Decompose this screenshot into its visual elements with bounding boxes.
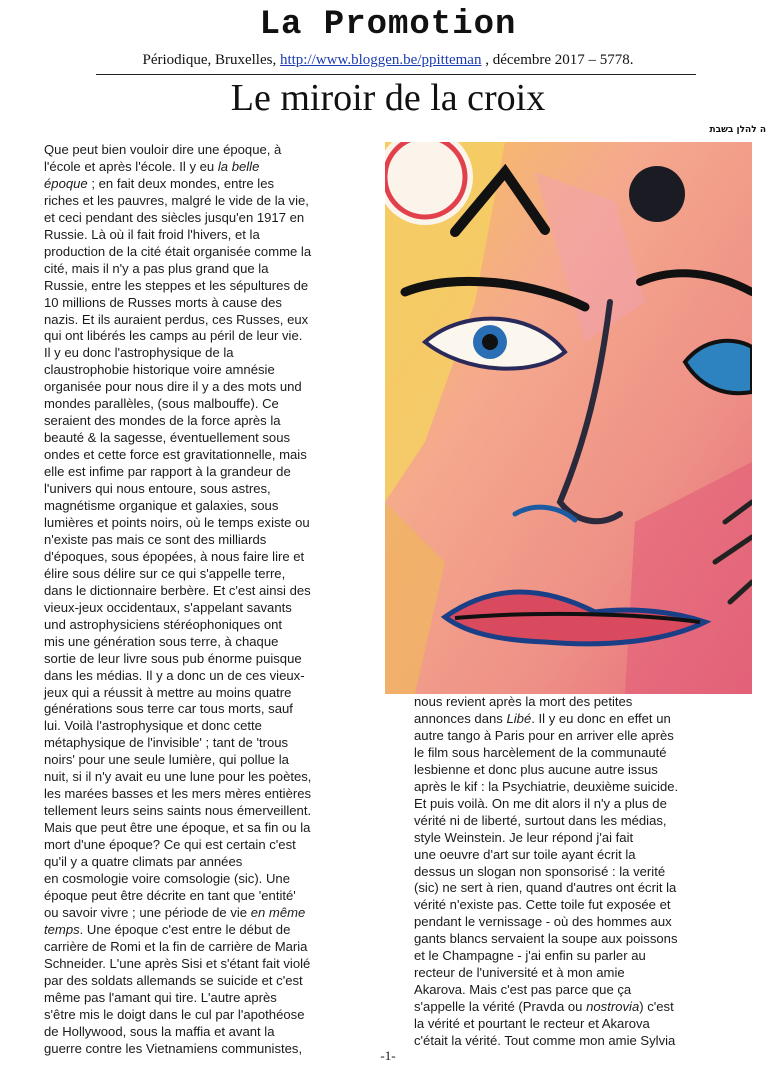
text-line: elle est infime par rapport à la grandeur de [44,464,291,480]
text-line: qui ont libérés les camps au péril de leur vie. [44,328,303,344]
text-line: époque ; en fait deux mondes, entre les [44,175,275,191]
right-column [414,694,726,1050]
text-line: dessus un slogan non sponsorisé : la verité [414,863,666,879]
text-line: sortie de leur livre sous pub énorme puisque [44,650,302,666]
text-line: mort d'une époque? Ce qui est certain c'est [44,837,296,853]
text-line: vieux-jeux occidentaux, s'appelant savants [44,599,292,615]
text-line: Russie, entre les steppes et les sépultures de [44,277,309,293]
text-line: riches et les pauvres, malgré le vide de la vie, [44,192,309,208]
text-line: Schneider. L'une après Sisi et s'étant fait violé [44,955,311,971]
text-line: qu'il y a quatre climats par années [44,854,243,870]
text-line: carrière de Romi et la fin de carrière de Maria [44,938,308,954]
text-line: et ceci pendant des siècles jusqu'en 1917 en [44,209,305,225]
masthead-subline [0,52,776,69]
hebrew-note: ה להלן בשבת [709,125,766,135]
text-line: l'univers qui nous entoure, sous astres, [44,481,271,497]
text-line: lumières et points noirs, où le temps existe ou [44,514,310,530]
text-line: n'existe pas mais ce sont des milliards [44,531,267,547]
left-column [44,142,356,1057]
text-line: en cosmologie voire comsologie (sic). Une [44,870,290,886]
painting-face-image [385,142,752,694]
text-line: style Weinstein. Je leur répond j'ai fait [414,829,634,845]
text-line: Mais que peut être une époque, et sa fin ou la [44,820,311,836]
text-line: organisée pour nous dire il y a des mots und [44,379,302,395]
text-line: nazis. Et ils auraient perdus, ces Russes, eux [44,311,309,327]
text-line: Il y eu donc l'astrophysique de la [44,345,234,361]
text-line: Que peut bien vouloir dire une époque, à [44,142,282,157]
text-line: par des soldats allemands se suicide et c'est [44,972,303,988]
text-line: production de la cité était organisée comme la [44,243,312,259]
text-line: Russie. Là où il fait froid l'hivers, et la [44,226,260,242]
text-line: annonces dans Libé. Il y eu donc en effet un [414,710,671,726]
text-line: mondes parallèles, (sous malbouffe). Ce [44,396,279,412]
text-line: ou savoir vivre ; une période de vie en même [44,904,306,920]
text-line: générations sous terre car tous morts, sauf [44,701,293,717]
text-line: cité, mais il n'y a pas plus grand que la [44,260,269,276]
text-line: nous revient après la mort des petites [414,694,633,709]
blog-link[interactable]: http://www.bloggen.be/ppitteman [279,52,482,68]
text-line: und astrophysiciens stéréophoniques ont [44,616,283,632]
subline-suffix: , décembre 2017 – 5778. [481,52,634,68]
text-line: autre tango à Paris pour en arriver elle après [414,727,674,743]
text-line: claustrophobie historique voire amnésie [44,362,275,378]
text-line: tellement leurs seins saints nous émerveillent. [44,803,312,819]
article-headline: Le miroir de la croix [230,77,546,119]
text-line: mis une génération sous terre, à chaque [44,633,279,649]
text-line: ondes et cette force est gravitationnelle, mais [44,447,307,463]
subline-prefix: Périodique, Bruxelles, [142,52,280,68]
text-line: dans le dictionnaire berbère. Et c'est ainsi des [44,582,311,598]
text-line: une oeuvre d'art sur toile ayant écrit la [414,846,636,862]
text-line: la vérité et pourtant le recteur et Akarova [414,1016,650,1032]
text-line: nuit, si il n'y avait eu une lune pour les poètes, [44,769,312,785]
text-line: métaphysique de l'invisible' ; tant de 'trous [44,735,289,751]
text-line: seraient des mondes de la force après la [44,413,281,429]
text-line: Akarova. Mais c'est pas parce que ça [414,982,632,998]
text-line: vérité n'existe pas. Cette toile fut exposée et [414,897,671,913]
text-line: (sic) ne sert à rien, quand d'autres ont écrit la [414,880,677,896]
text-line: l'école et après l'école. Il y eu la belle [44,158,260,174]
text-line: lui. Voilà l'astrophysique et donc cette [44,718,262,734]
text-line: élire sous délire sur ce qui s'appelle terre, [44,565,286,581]
text-line: vérité ni de liberté, surtout dans les médias, [414,812,667,828]
text-line: Et puis voilà. On me dit alors il n'y a plus de [414,795,667,811]
text-line: lesbienne et donc plus aucune autre issus [414,761,658,777]
text-line: d'époques, sous épopées, à nous faire lire et [44,548,305,564]
text-line: après le kif : la Psychiatrie, deuxième suicide. [414,778,679,794]
text-line: gants blancs servaient la soupe aux poissons [414,931,678,947]
text-line: jeux qui a réussit à mettre au moins quatre [44,684,292,700]
text-line: 10 millions de Russes morts à cause des [44,294,282,310]
text-line: c'était la vérité. Tout comme mon amie Sylvia [414,1033,676,1049]
text-line: dans les médias. Il y a donc un de ces vieux- [44,667,305,683]
text-line: s'appelle la vérité (Pravda ou nostrovia) c'est [414,999,674,1015]
text-line: les marées basses et les mers mères entières [44,786,312,802]
text-line: guerre contre les Vietnamiens communistes, [44,1040,303,1056]
text-line: époque peut être décrite en tant que 'entité' [44,887,296,903]
text-line: noirs' pour une seule lumière, qui pollue la [44,752,289,768]
text-line: s'être mis le doigt dans le cul par l'apothéose [44,1006,305,1022]
text-line: temps. Une époque c'est entre le début de [44,921,291,937]
text-line: et le Champagne - j'ai enfin su parler au [414,948,646,964]
text-line: pendant le vernissage - où des hommes aux [414,914,672,930]
header-rule [96,74,696,75]
text-line: recteur de l'université et à mon amie [414,965,625,981]
page-number: -1- [380,1048,396,1063]
text-line: magnétisme organique et galaxies, sous [44,498,279,514]
text-line: de Hollywood, sous la maffia et avant la [44,1023,275,1039]
text-line: beauté & la sagesse, éventuellement sous [44,430,291,446]
text-line: même pas l'amant qui tire. L'autre après [44,989,277,1005]
text-line: le film sous harcèlement de la communauté [414,744,667,760]
masthead-title: La Promotion [259,6,517,44]
